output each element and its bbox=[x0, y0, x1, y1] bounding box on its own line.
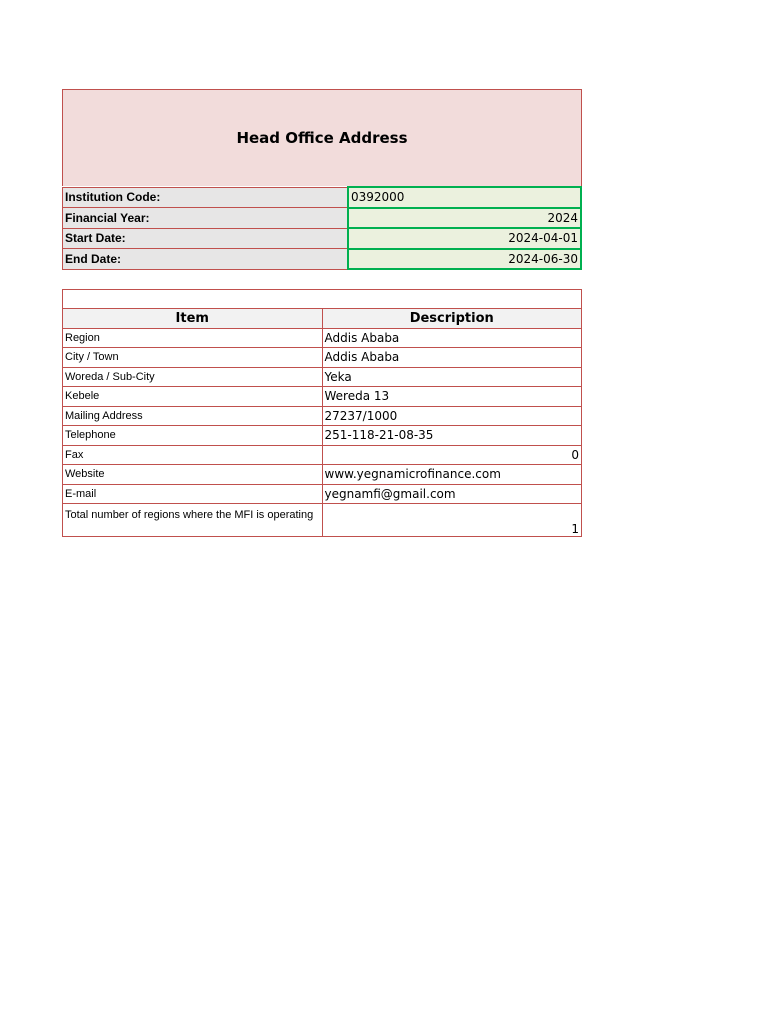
table-row bbox=[63, 367, 582, 387]
meta-row-financial-year bbox=[63, 208, 582, 229]
meta-row-institution-code bbox=[63, 187, 582, 208]
header-row bbox=[63, 309, 582, 329]
start-date-value[interactable]: 2024-04-01 bbox=[348, 228, 581, 249]
end-date-label: End Date: bbox=[63, 249, 349, 270]
item-cell: Total number of regions where the MFI is operating bbox=[63, 504, 323, 537]
address-table bbox=[62, 289, 582, 537]
title-cell[interactable] bbox=[62, 89, 582, 186]
item-cell: Woreda / Sub-City bbox=[63, 367, 323, 387]
table-row bbox=[63, 504, 582, 537]
page-title: Head Office Address bbox=[236, 129, 408, 147]
table-row bbox=[63, 406, 582, 426]
table-row bbox=[63, 328, 582, 348]
item-cell: E-mail bbox=[63, 484, 323, 504]
description-cell[interactable]: www.yegnamicrofinance.com bbox=[322, 465, 582, 485]
table-row bbox=[63, 387, 582, 407]
meta-table bbox=[62, 186, 582, 270]
description-cell[interactable]: Wereda 13 bbox=[322, 387, 582, 407]
meta-row-start-date bbox=[63, 228, 582, 249]
start-date-label: Start Date: bbox=[63, 228, 349, 249]
description-cell[interactable]: Yeka bbox=[322, 367, 582, 387]
description-cell[interactable]: 1 bbox=[322, 504, 582, 537]
description-cell[interactable]: yegnamfi@gmail.com bbox=[322, 484, 582, 504]
blank-cell[interactable] bbox=[63, 290, 582, 309]
item-cell: Region bbox=[63, 328, 323, 348]
description-cell[interactable]: 251-118-21-08-35 bbox=[322, 426, 582, 446]
description-cell[interactable]: 0 bbox=[322, 445, 582, 465]
end-date-value[interactable]: 2024-06-30 bbox=[348, 249, 581, 270]
item-cell: Telephone bbox=[63, 426, 323, 446]
meta-row-end-date bbox=[63, 249, 582, 270]
table-row bbox=[63, 348, 582, 368]
table-row bbox=[63, 484, 582, 504]
description-column-header: Description bbox=[322, 309, 582, 329]
institution-code-label: Institution Code: bbox=[63, 187, 349, 208]
table-row bbox=[63, 426, 582, 446]
institution-code-value[interactable]: 0392000 bbox=[348, 187, 581, 208]
item-cell: City / Town bbox=[63, 348, 323, 368]
item-cell: Mailing Address bbox=[63, 406, 323, 426]
spreadsheet-sheet bbox=[62, 89, 582, 537]
blank-row bbox=[63, 290, 582, 309]
item-cell: Website bbox=[63, 465, 323, 485]
item-cell: Fax bbox=[63, 445, 323, 465]
financial-year-label: Financial Year: bbox=[63, 208, 349, 229]
description-cell[interactable]: Addis Ababa bbox=[322, 348, 582, 368]
item-cell: Kebele bbox=[63, 387, 323, 407]
table-row bbox=[63, 445, 582, 465]
description-cell[interactable]: 27237/1000 bbox=[322, 406, 582, 426]
table-row bbox=[63, 465, 582, 485]
description-cell[interactable]: Addis Ababa bbox=[322, 328, 582, 348]
item-column-header: Item bbox=[63, 309, 323, 329]
financial-year-value[interactable]: 2024 bbox=[348, 208, 581, 229]
spacer bbox=[62, 270, 582, 289]
